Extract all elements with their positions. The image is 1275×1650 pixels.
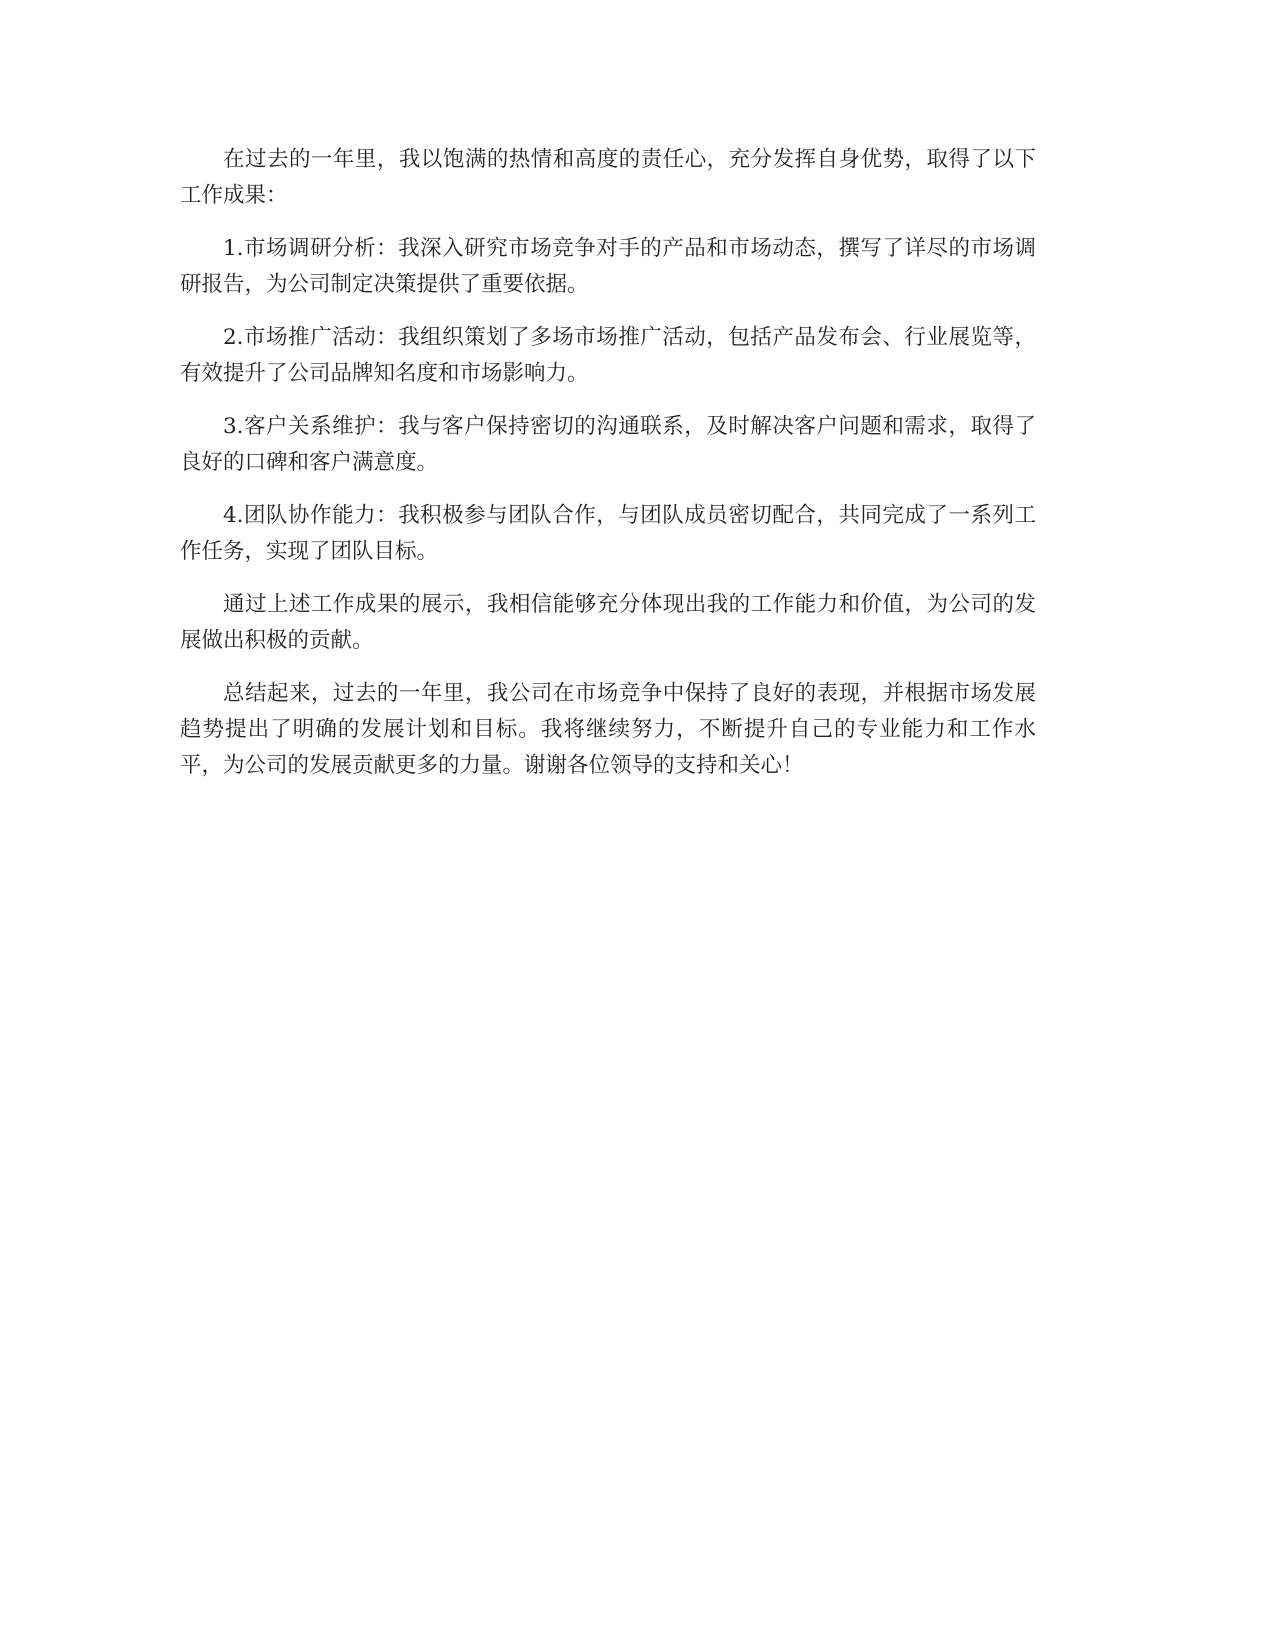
paragraph-conclusion: 总结起来，过去的一年里，我公司在市场竞争中保持了良好的表现，并根据市场发展趋势提出了明确的发展计划和目标。我将继续努力，不断提升自己的专业能力和工作水平，为公司的发展贡献更多的力量。谢谢各位领导的支持和关心！: [180, 681, 1036, 778]
paragraph-achievements-summary: 通过上述工作成果的展示，我相信能够充分体现出我的工作能力和价值，为公司的发展做出积极的贡献。: [180, 592, 1036, 653]
document-body: [180, 142, 1036, 801]
paragraph-customer-relations: 3.客户关系维护：我与客户保持密切的沟通联系，及时解决客户问题和需求，取得了良好的口碑和客户满意度。: [180, 414, 1036, 475]
paragraph-teamwork: 4.团队协作能力：我积极参与团队合作，与团队成员密切配合，共同完成了一系列工作任务，实现了团队目标。: [180, 503, 1036, 564]
paragraph-intro: 在过去的一年里，我以饱满的热情和高度的责任心，充分发挥自身优势，取得了以下工作成果：: [180, 147, 1036, 208]
paragraph-market-promotion: 2.市场推广活动：我组织策划了多场市场推广活动，包括产品发布会、行业展览等，有效提升了公司品牌知名度和市场影响力。: [180, 325, 1036, 386]
paragraph-market-research: 1.市场调研分析：我深入研究市场竞争对手的产品和市场动态，撰写了详尽的市场调研报告，为公司制定决策提供了重要依据。: [180, 236, 1036, 297]
